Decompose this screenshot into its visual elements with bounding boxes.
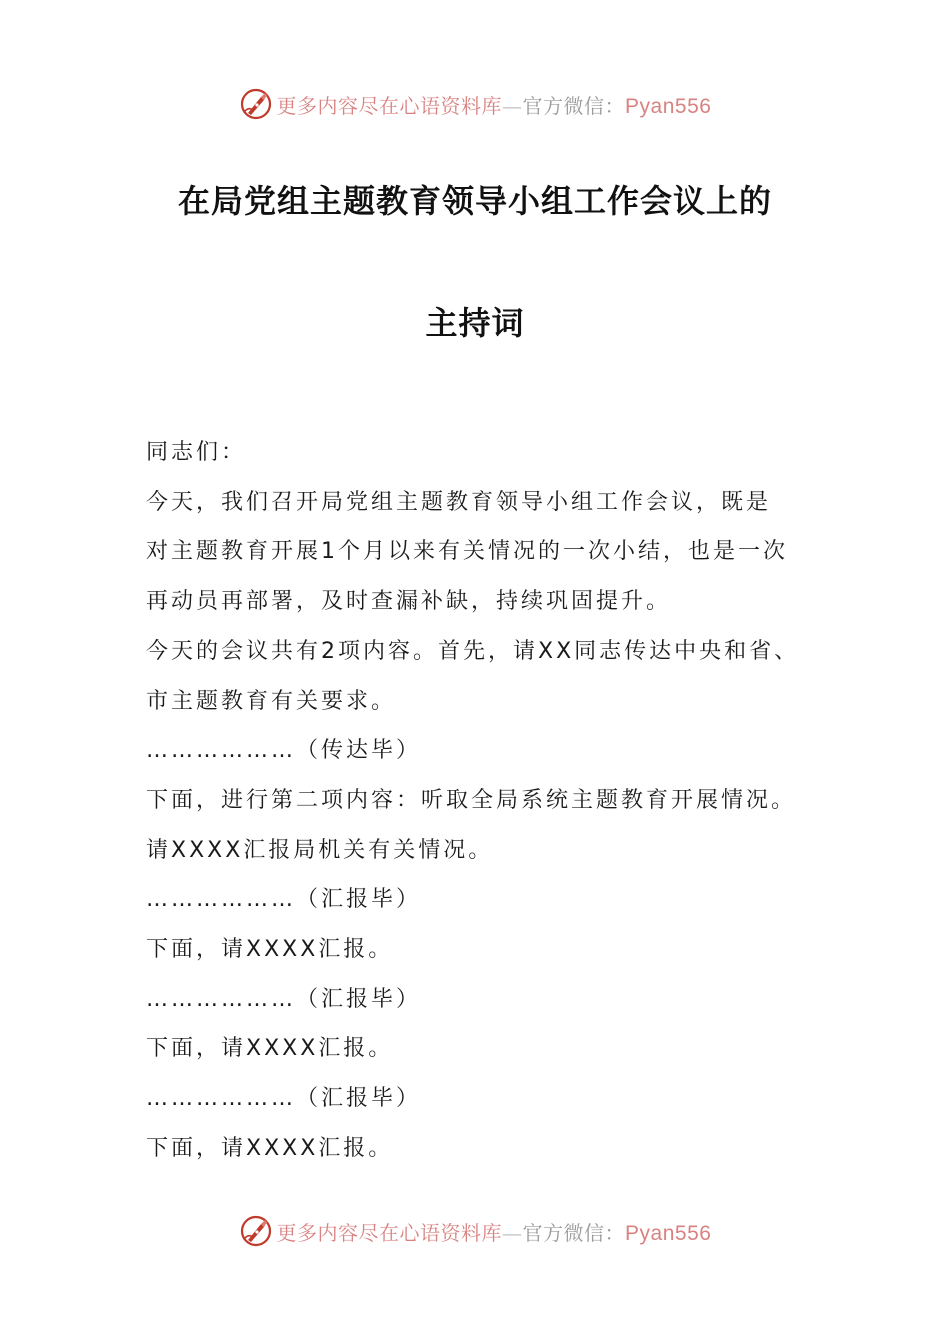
body-line-ellipsis: ………………（传达毕）: [146, 738, 422, 764]
watermark-label: 官方微信：: [522, 93, 626, 118]
body-line: 下面，请XXXX汇报。: [146, 937, 394, 963]
watermark-separator: —: [502, 1220, 523, 1245]
body-line-ellipsis: ………………（汇报毕）: [146, 887, 422, 913]
pen-nib-logo-icon: [239, 87, 273, 121]
watermark-text: [277, 90, 712, 119]
pen-nib-logo-icon: [239, 1214, 273, 1248]
document-body: [146, 428, 836, 1174]
footer-watermark: [0, 1211, 950, 1251]
body-line-ellipsis: ………………（汇报毕）: [146, 1086, 422, 1112]
body-line: 再动员再部署，及时查漏补缺，持续巩固提升。: [146, 589, 672, 615]
watermark-handle: Pyan556: [625, 1221, 712, 1245]
body-line: 今天，我们召开局党组主题教育领导小组工作会议，既是: [146, 489, 772, 515]
body-line-salutation: 同志们：: [146, 440, 247, 465]
body-line: 下面，进行第二项内容：听取全局系统主题教育开展情况。: [146, 787, 797, 813]
body-line: 今天的会议共有2项内容。首先，请XX同志传达中央和省、: [146, 638, 800, 664]
body-line: 对主题教育开展1个月以来有关情况的一次小结，也是一次: [146, 539, 788, 565]
watermark-main: 更多内容尽在心语资料库: [276, 93, 503, 118]
body-line-ellipsis: ………………（汇报毕）: [146, 986, 422, 1012]
watermark-label: 官方微信：: [522, 1220, 626, 1245]
watermark-main: 更多内容尽在心语资料库: [276, 1220, 503, 1245]
body-line: 市主题教育有关要求。: [146, 688, 397, 714]
watermark-handle: Pyan556: [625, 94, 712, 118]
watermark-text: [277, 1217, 712, 1246]
watermark-group: [239, 87, 712, 121]
document-title-line-2: 主持词: [425, 304, 525, 342]
body-line: 下面，请XXXX汇报。: [146, 1036, 394, 1062]
document-title-line-1: 在局党组主题教育领导小组工作会议上的: [177, 182, 772, 220]
body-line: 请XXXX汇报局机关有关情况。: [146, 837, 494, 863]
watermark-group: [239, 1214, 712, 1248]
watermark-separator: —: [502, 93, 523, 118]
header-watermark: [0, 84, 950, 124]
body-line: 下面，请XXXX汇报。: [146, 1135, 394, 1161]
